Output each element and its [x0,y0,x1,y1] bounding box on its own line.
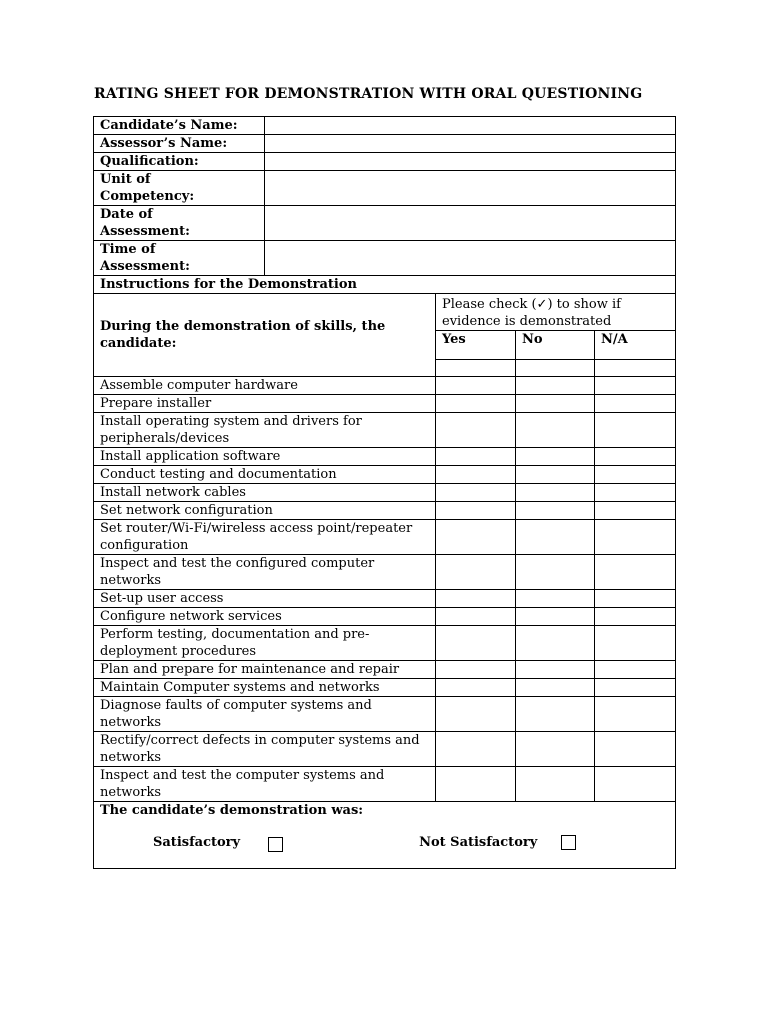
skill-check-no[interactable] [516,502,595,520]
skill-check-no[interactable] [516,466,595,484]
skill-check-no[interactable] [516,555,595,590]
date-label-line1: Date of [100,207,153,222]
skill-row [94,413,676,448]
skill-check-yes[interactable] [436,697,516,732]
skill-check-na[interactable] [595,448,676,466]
column-yes-header: Yes [436,331,516,360]
skill-check-no[interactable] [516,520,595,555]
unit-label-line1: Unit of [100,172,151,187]
skill-row [94,732,676,767]
unit-of-competency-label [94,171,265,206]
skill-check-na[interactable] [595,520,676,555]
skill-row [94,502,676,520]
skill-row [94,466,676,484]
skill-check-no[interactable] [516,395,595,413]
date-label-line2: Assessment: [100,224,190,239]
spacer-cell-yes [436,360,516,377]
skill-label: Set-up user access [94,590,436,608]
conclusion-heading: The candidate’s demonstration was: [100,803,364,818]
skill-label: Conduct testing and documentation [94,466,436,484]
skill-check-yes[interactable] [436,377,516,395]
time-of-assessment-row [94,241,676,276]
skill-check-yes[interactable] [436,590,516,608]
skill-check-no[interactable] [516,697,595,732]
assessor-name-label: Assessor’s Name: [94,135,265,153]
candidate-name-row [94,117,676,135]
column-na-header: N/A [595,331,676,360]
skill-check-yes[interactable] [436,520,516,555]
skills-header-row [94,294,676,331]
time-of-assessment-label [94,241,265,276]
conclusion-options [100,833,669,852]
skill-row [94,590,676,608]
skill-check-na[interactable] [595,732,676,767]
instructions-heading: Instructions for the Demonstration [94,276,676,294]
skill-check-yes[interactable] [436,555,516,590]
skill-label: Set router/Wi-Fi/wireless access point/repeater configuration [94,520,436,555]
skill-row [94,608,676,626]
skill-check-yes[interactable] [436,767,516,802]
skill-label: Set network configuration [94,502,436,520]
instructions-row [94,276,676,294]
skill-check-na[interactable] [595,679,676,697]
skill-row [94,555,676,590]
skill-check-yes[interactable] [436,466,516,484]
date-of-assessment-row [94,206,676,241]
skill-row [94,767,676,802]
unit-label-line2: Competency: [100,189,195,204]
conclusion-cell [94,802,676,869]
skill-check-no[interactable] [516,767,595,802]
during-demonstration-text: During the demonstration of skills, the candidate: [94,294,436,377]
qualification-field[interactable] [265,153,676,171]
time-label-line1: Time of [100,242,156,257]
skill-row [94,626,676,661]
skill-label: Plan and prepare for maintenance and repair [94,661,436,679]
skill-check-na[interactable] [595,590,676,608]
column-no-header: No [516,331,595,360]
rating-table [93,116,676,869]
satisfactory-label: Satisfactory [153,835,241,850]
skill-check-no[interactable] [516,484,595,502]
skill-check-yes[interactable] [436,413,516,448]
document-title: RATING SHEET FOR DEMONSTRATION WITH ORAL QUESTIONING [94,86,643,102]
skill-check-yes[interactable] [436,448,516,466]
spacer-cell-na [595,360,676,377]
skill-check-yes[interactable] [436,608,516,626]
skill-row [94,520,676,555]
date-of-assessment-field[interactable] [265,206,676,241]
skill-check-na[interactable] [595,608,676,626]
skill-row [94,395,676,413]
skill-check-na[interactable] [595,413,676,448]
skill-check-no[interactable] [516,377,595,395]
skill-check-na[interactable] [595,395,676,413]
skill-check-na[interactable] [595,661,676,679]
assessor-name-row [94,135,676,153]
skill-label: Diagnose faults of computer systems and networks [94,697,436,732]
skill-label: Rectify/correct defects in computer systems and networks [94,732,436,767]
skill-label: Perform testing, documentation and pre-deployment procedures [94,626,436,661]
skill-check-no[interactable] [516,626,595,661]
skill-check-yes[interactable] [436,661,516,679]
skill-check-na[interactable] [595,484,676,502]
skill-row [94,484,676,502]
skill-check-yes[interactable] [436,395,516,413]
skill-check-na[interactable] [595,555,676,590]
candidate-name-label: Candidate’s Name: [94,117,265,135]
assessor-name-field[interactable] [265,135,676,153]
qualification-row [94,153,676,171]
skill-label: Install network cables [94,484,436,502]
skill-check-yes[interactable] [436,626,516,661]
skill-row [94,697,676,732]
not-satisfactory-label: Not Satisfactory [419,835,538,850]
conclusion-row [94,802,676,869]
skill-check-na[interactable] [595,502,676,520]
satisfactory-checkbox[interactable] [268,837,283,852]
skill-check-no[interactable] [516,448,595,466]
skill-check-na[interactable] [595,697,676,732]
skill-label: Configure network services [94,608,436,626]
skill-row [94,448,676,466]
skill-check-yes[interactable] [436,732,516,767]
skill-check-no[interactable] [516,679,595,697]
skill-check-no[interactable] [516,608,595,626]
skill-check-yes[interactable] [436,502,516,520]
qualification-label: Qualification: [94,153,265,171]
skill-check-yes[interactable] [436,679,516,697]
skill-check-na[interactable] [595,377,676,395]
skill-check-na[interactable] [595,767,676,802]
not-satisfactory-checkbox[interactable] [561,835,576,850]
candidate-name-field[interactable] [265,117,676,135]
time-of-assessment-field[interactable] [265,241,676,276]
skill-check-na[interactable] [595,626,676,661]
skill-label: Inspect and test the configured computer networks [94,555,436,590]
unit-of-competency-field[interactable] [265,171,676,206]
date-of-assessment-label [94,206,265,241]
skill-check-no[interactable] [516,661,595,679]
time-label-line2: Assessment: [100,259,190,274]
skill-row [94,661,676,679]
skill-label: Prepare installer [94,395,436,413]
skill-label: Inspect and test the computer systems and networks [94,767,436,802]
skill-label: Assemble computer hardware [94,377,436,395]
skill-row [94,679,676,697]
skill-label: Maintain Computer systems and networks [94,679,436,697]
skill-label: Install application software [94,448,436,466]
skill-check-na[interactable] [595,466,676,484]
spacer-cell-no [516,360,595,377]
skill-check-no[interactable] [516,590,595,608]
skill-check-no[interactable] [516,413,595,448]
skill-label: Install operating system and drivers for peripherals/devices [94,413,436,448]
skill-check-yes[interactable] [436,484,516,502]
check-instruction: Please check (✓) to show if evidence is demonstrated [436,294,676,331]
skill-row [94,377,676,395]
unit-of-competency-row [94,171,676,206]
skill-check-no[interactable] [516,732,595,767]
